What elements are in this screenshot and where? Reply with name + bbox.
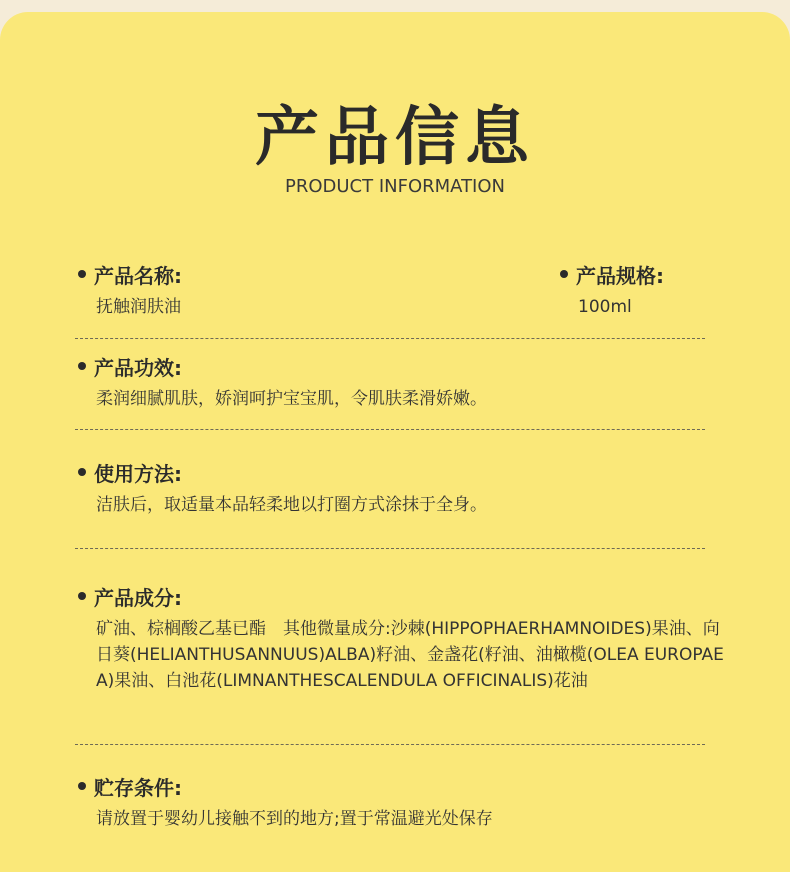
bullet-icon [560,270,568,278]
section-storage [78,772,718,832]
section-usage [78,458,718,518]
storage-heading: 贮存条件: [94,775,182,800]
product-spec-value: 100ml [578,297,632,317]
page-subtitle: PRODUCT INFORMATION [284,176,506,197]
page-title: 产品信息 [255,101,535,175]
ingredients-heading: 产品成分: [94,585,182,610]
section-product-spec [560,260,760,320]
bullet-icon [78,362,86,370]
bullet-icon [78,270,86,278]
bullet-icon [78,782,86,790]
ingredients-text: 矿油、棕榈酸乙基已酯 其他微量成分:沙棘(HIPPOPHAERHAMNOIDES)果油、向日葵(HELIANTHUSANNUUS)ALBA)籽油、金盏花(籽油、油橄榄(OLEA EUROPAEA)果油、白池花(LIMNANTHESCALENDULA OFFICINALIS)花油 [96,619,724,691]
divider [75,338,705,339]
divider [75,429,705,430]
effect-heading: 产品功效: [94,355,182,380]
bullet-icon [78,468,86,476]
section-effect [78,352,718,412]
usage-text: 洁肤后，取适量本品轻柔地以打圈方式涂抹于全身。 [96,495,487,515]
product-name-heading: 产品名称: [94,263,182,288]
section-product-name [78,260,478,320]
divider [75,744,705,745]
section-ingredients [78,582,726,694]
divider [75,548,705,549]
product-spec-heading: 产品规格: [576,263,664,288]
effect-text: 柔润细腻肌肤，娇润呵护宝宝肌，令肌肤柔滑娇嫩。 [96,389,487,409]
bullet-icon [78,592,86,600]
product-name-value: 抚触润肤油 [96,297,181,317]
usage-heading: 使用方法: [94,461,182,486]
storage-text: 请放置于婴幼儿接触不到的地方;置于常温避光处保存 [96,809,493,829]
